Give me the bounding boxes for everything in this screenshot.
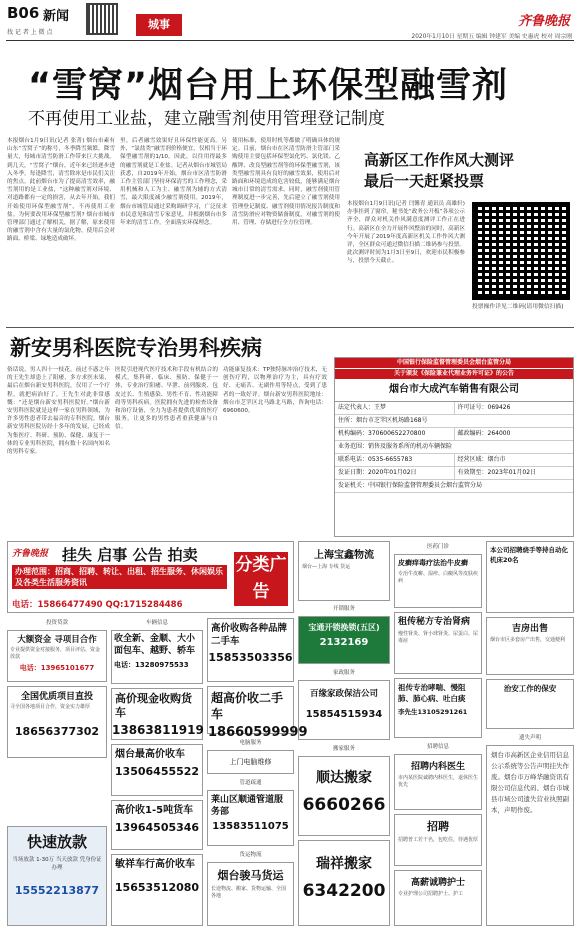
elec-heading: 电脑服务 [239, 740, 262, 746]
fast-loan-ad [7, 826, 107, 926]
lead-subtitle: 不再使用工业盐，建立融雪剂使用管理登记制度 [28, 109, 385, 129]
recruit-ad-1-body: 市内某医院诚聘内科医生，退休医生优先 [398, 775, 479, 788]
newspaper-logo: 齐鲁晚报 [517, 14, 570, 29]
car-heading: 车辆信息 [145, 620, 168, 626]
notice-row [335, 454, 573, 467]
section-divider [6, 327, 574, 328]
classified-banner [7, 541, 294, 613]
cleaning-ad-phone: 13583511075 [212, 821, 289, 832]
invest-ad-1-phone: 电话：13965101677 [19, 664, 95, 672]
move-ad-2-text: 顺达搬家 [316, 770, 372, 786]
hospital-column-2: 医院引进现代医疗技术和手段有机结合的模式，集科研、临床、预防、保健于一体，专业治疗阳痿、早泄、前列腺炎、包皮过长、生殖感染、男性不育、性功能障碍等男科疾病。医院拥有先进的检查设备和治疗设备，全力为患者提供优质的医疗服务，让更多的男性患者重获健康与自信。 [115, 367, 218, 431]
invest-ad-2-title: 全国优质项目直投 [20, 692, 93, 702]
side-news-title-line-1: 高新区工作作风大测评 [364, 151, 515, 169]
car-ad-4-phone: 13964505346 [114, 821, 200, 834]
qr-code-vote-icon [472, 202, 570, 300]
notice-rows [335, 402, 573, 493]
notice-cell: 住所：烟台市芝罘区机场路168号 [338, 417, 428, 424]
fast-loan-title: 快速放款 [26, 833, 87, 851]
right-top-ad [486, 541, 574, 613]
car-ad-4 [111, 800, 203, 850]
move-ad-3 [298, 840, 390, 926]
car-ad-1-text: 收全新、金顺、大小面包车、越野、轿车 [114, 634, 196, 656]
move-ad-2-phone: 6660266 [302, 795, 386, 815]
invest-heading: 投资贷款 [45, 620, 68, 626]
lead-column-1: 本报烟台1月9日讯(记者 张菁) 烟台市素有山东“雪窝子”的称号，冬季降雪频繁，降雪量大，每城市清雪防滑工作带来巨大挑战。到几天，“雪窝子”烟台，近年来已经逐步进入冬季，每逢降雪，清雪除冰是市民们关注的焦点。此前烟台市为了提高清雪效率，融雪剂用的是工业盐，“这种融雪剂对环境、对道路都有一定的损害，从去年开始，我们开始使用环保型融雪剂”，不再使用工业盐。为何要改用环保型融雪剂? 烟台市城市管理部门通过了解相关，据了解，原来使用的融雪剂中含有大量的氯化物，使用后会对路面、桥梁、绿地造成破坏。 [7, 138, 115, 243]
shipping-ad [207, 862, 294, 926]
date-line: 2020年1月10日 星期五 编辑 钟建军 美编 史惠虎 校对 周宗刚 [411, 34, 572, 40]
hosp-ad-2-body: 慢性肾炎、肾小球肾炎、尿蛋白、尿毒症 [398, 631, 479, 644]
notice-header-2: 关于颁发《保险兼业代理业务许可证》的公告 [335, 368, 573, 379]
hosp-ad-3-phone: 李先生13105291261 [398, 708, 468, 716]
recruit-ad-1 [394, 754, 482, 810]
hotel-ad-body: 烟台市区多套房产出售，交通便利 [490, 637, 566, 643]
invest-ad-2-body: 寻全国各地项目合作，资金实力雄厚 [10, 704, 91, 710]
recruit-ad-2-text: 招聘 [427, 820, 449, 833]
notice-cell: 联系电话：0535-6655783 [338, 456, 413, 463]
car-ad-6 [207, 618, 294, 682]
invest-ad-1 [7, 630, 107, 682]
hospital-column-1: 俗话说，男人四十一枝花，前过不惑之年的王先生却患上了阳痿，多方求医未果，最后在烟台新安男科医院，仅用了一个疗程，就把病治好了。王先生对此非常感慨：“还是烟台新安男科医院好。”烟台新安男科医院就是这样一家在男科领域，为许多男性患者带去福音的专科医院。烟台新安男科医院历经十多年的发展，已经成为集医疗、科研、预防、保健、康复于一体的专业男科医院，拥有数十名国内知名的男科专家。 [7, 367, 110, 456]
notice-header-1: 中国银行保险监督管理委员会烟台监管分局 [335, 358, 573, 368]
section-name: 新闻 [43, 9, 70, 24]
channel-label: 城事 [148, 18, 170, 31]
car-ad-3-text: 烟台最高价收车 [115, 749, 185, 760]
notice-cell: 发证日期：2020年01月02日 [338, 469, 417, 476]
lock-ad-phone: 2132169 [319, 637, 369, 648]
car-ad-5-text: 敏祥车行高价收车 [115, 859, 195, 870]
car-ad-7-phone: 18660599999 [208, 725, 308, 740]
security-ad-text: 治安工作的保安 [503, 684, 557, 693]
house-heading: 家政服务 [332, 670, 355, 676]
security-ad [486, 679, 574, 729]
lost-heading: 遗失声明 [518, 735, 541, 741]
house-ad [298, 680, 390, 740]
classified-brand: 齐鲁晚报 [12, 549, 49, 559]
car-ad-7 [207, 686, 308, 740]
move-ad-1-body: 烟台—上海 专线 货运 [302, 564, 351, 570]
side-news-title [364, 150, 574, 192]
notice-row [335, 467, 573, 480]
move-ad-3-text: 瑞祥搬家 [316, 856, 372, 872]
recruit-heading: 招聘信息 [426, 744, 449, 750]
car-ad-2-phone: 13863811919 [112, 723, 204, 737]
hosp-ad-2-text: 租传秘方专治肾病 [398, 617, 471, 627]
fast-loan-body: 当场放款 1-30万 当天放款 凭身份证办理 [12, 857, 102, 871]
side-news-body: 本报烟台1月9日讯(记者 闫馨青 通讯员 高雄轩) 办事挂到了窗帘，秘书处“政务公开板”各项公示齐全，群众对机关作风满意度测评工作正在进行。高新区在全力开展作风整治的同时，高新区今年开展了2019年度高新区机关工作作风大测评，全区群众可通过微信扫描二维码参与投票。此次测评时间为1月3日至9日，欢迎市民积极参与，投票今天截止。 [347, 201, 465, 265]
car-ad-2-text: 高价现金收购货车 [115, 692, 192, 719]
fenlei-badge: 分类广告 [234, 552, 288, 606]
car-ad-3-phone: 13506455522 [114, 765, 200, 778]
hosp-ad-2 [394, 612, 482, 674]
notice-cell: 法定代表人：王梦 [338, 404, 387, 411]
side-news-title-line-2: 最后一天赶紧投票 [364, 172, 485, 190]
move-ad-1-text: 上海宝鑫物流 [314, 550, 374, 561]
elec-ad [207, 750, 294, 774]
lost-notice [486, 745, 574, 926]
lead-column-2: 里，后者融雪效果好且环保性能更高。另外，“氯盐类”融雪剂价格便宜，仅相当于环保型融雪剂的1/10。因此，以往用得最多的融雪剂就是工业盐。记者从烟台市城管局获悉，自2019年开始，烟台市区清雪防滑工作主管部门坚持环保清雪的工作理念，采用机械和人工为主、融雪剂为辅的方式清雪，最大限度减少融雪剂使用。2019年，烟台市城管局通过采购调研学习，广泛征求市民意见和清雪专家意见，并根据烟台市多年来的清雪工作，全面落实环保理念。 [120, 138, 227, 227]
channel-badge [136, 14, 182, 36]
invest-ad-1-title: 大额资金 寻项目合作 [17, 635, 97, 645]
qr-code-icon [86, 3, 118, 35]
car-ad-6-phone: 15853503356 [208, 651, 293, 664]
car-ad-5-phone: 15653512080 [114, 881, 200, 894]
move-ad-1 [298, 541, 390, 601]
car-ad-7-text: 超高价收二手车 [211, 691, 284, 721]
notice-cell: 经营区域：烟台市 [454, 454, 574, 466]
hotel-ad [486, 617, 574, 675]
car-ad-1-phone: 电话：13280975533 [114, 661, 189, 669]
notice-cell: 业务范围：销售及服务系所的机动车辆保险 [338, 443, 453, 450]
lock-ad-text: 宝通开锁换锁(五区) [308, 623, 380, 632]
shipping-ad-body: 长途物流、搬家、货物运输、全国各地 [211, 886, 287, 899]
notice-cell: 发证机关：中国银行保险监督管理委员会烟台监管分局 [338, 482, 483, 489]
move-ad-2 [298, 756, 390, 836]
notice-cell: 许可证号：069426 [454, 402, 574, 414]
hotel-ad-text: 吉房出售 [511, 624, 548, 634]
recruit-ad-3-body: 专业护理公司招聘护士、护工 [398, 891, 464, 897]
move-ad-3-phone: 6342200 [302, 881, 386, 901]
house-ad-text: 百缘家政保洁公司 [309, 689, 378, 699]
classified-headline: 挂失 启事 公告 拍卖 [62, 546, 198, 564]
car-ad-5 [111, 854, 203, 926]
header-rule [6, 40, 574, 41]
lost-notice-body: 烟台市高新区企业信用信息公示系统等公告声明挂失作废。烟台市万峰华融资讯有限公司信息代码、烟台市城县市域公司遗失营业执照副本，声明作废。 [491, 751, 569, 814]
masthead [0, 0, 580, 44]
house-ad-phone: 15854515934 [305, 709, 383, 720]
classified-phone: 电话：15866477490 QQ:1715284486 [12, 600, 183, 610]
lead-column-3: 使用标准，使用时机等都做了明确具体的规定。目前，烟台市在区清雪防滑主管部门采购使用主要包括环保型氯化钙、氯化镁、乙酸钾、改良型融雪剂等的环保型融雪剂，该类型融雪剂具有良好的融雪效果，使用后对路面和环境造成的危害较低，能够满足烟台城市日常的清雪需求。同时，融雪剂使用管理制度进一步完善，先后建立了融雪剂使用管理登记制度、融雪剂使用情况报告制度和清雪防滑应对物资储备制度，对融雪剂的使用、管理、存储进行全方位管理。 [232, 138, 340, 227]
page-number: B06 [7, 4, 40, 22]
shipping-ad-text: 烟台骏马货运 [217, 869, 284, 882]
invest-ad-2 [7, 686, 107, 758]
right-top-ad-text: 本公司招聘烧手等持自动化机床20名 [490, 546, 568, 564]
recruit-ad-2 [394, 814, 482, 866]
notice-row [335, 441, 573, 454]
notice-row [335, 480, 573, 493]
recruit-ad-2-body: 招聘普工若干名，包吃住，待遇优厚 [398, 837, 479, 843]
hosp-ad-1-body: 专治牛皮癣、湿疹、白癜风等皮肤疾病 [398, 571, 479, 584]
lock-ad [298, 616, 390, 664]
hosp-ad-3-text: 祖传专治哮喘、慢阻肺、肺心病、吐白痰 [398, 683, 466, 703]
hospital-title: 新安男科医院专治男科疾病 [10, 336, 262, 360]
hosp-heading: 医药门诊 [426, 544, 449, 550]
notice-cell: 机构编码：370600652270800 [338, 430, 426, 437]
notice-cell: 有效期至：2023年01月02日 [454, 467, 574, 479]
car-ad-1 [111, 630, 203, 684]
fast-loan-phone: 15552213877 [14, 884, 100, 897]
cleaning-ad-text: 莱山区顺通管道服务部 [211, 795, 284, 817]
insurance-notice [334, 357, 574, 537]
notice-row [335, 428, 573, 441]
cleaning-heading: 管道疏通 [239, 780, 262, 786]
notice-row [335, 402, 573, 415]
recruit-ad-1-text: 招聘内科医生 [410, 762, 465, 772]
lead-title: “雪窝”烟台用上环保型融雪剂 [28, 66, 509, 106]
hosp-ad-1 [394, 554, 482, 608]
car-ad-3 [111, 744, 203, 796]
cleaning-ad [207, 790, 294, 846]
hosp-ad-1-text: 皮癣痒毒疗法治牛皮癣 [398, 559, 468, 567]
invest-ad-2-phone: 18656377302 [14, 725, 100, 738]
shipping-heading: 货运物流 [239, 852, 262, 858]
invest-ad-1-body: 专业提供资金对接服务，项目评估、资金放款 [10, 647, 101, 660]
hospital-column-3: 功能康复技术：TP独特脉冲治疗技术，无创伤疗程，以物理治疗为主，具有疗效好、无痛苦、无副作用等特点，受到了患者的一致好评。烟台新安男科医院地址：烟台市芝罘区北马路北马路，咨询电话：6960600。 [223, 367, 327, 415]
hosp-ad-3 [394, 678, 482, 738]
notice-company: 烟台市大成汽车销售有限公司 [335, 379, 573, 402]
lock-heading: 开锁服务 [332, 606, 355, 612]
elec-ad-text: 上门电脑维修 [229, 758, 272, 766]
notice-row [335, 415, 573, 428]
car-ad-4-text: 高价收1-5吨货车 [115, 805, 194, 816]
notice-cell: 邮政编码：264000 [454, 428, 574, 440]
move-heading: 搬家服务 [332, 746, 355, 752]
classified-scope: 办理范围：招商、招聘、转让、出租、招生服务、休闲娱乐及各类生活服务资讯 [12, 565, 227, 589]
car-ad-6-text: 高价收购各种品牌二手车 [211, 623, 288, 647]
qr-caption: 投票操作详见二维码(请用微信扫描) [472, 304, 564, 310]
car-ad-2 [111, 688, 203, 740]
recruit-ad-3 [394, 870, 482, 926]
recruit-ad-3-text: 高薪诚聘护士 [410, 878, 465, 888]
masthead-sub: 找 记 者 上 微 点 [7, 29, 53, 36]
